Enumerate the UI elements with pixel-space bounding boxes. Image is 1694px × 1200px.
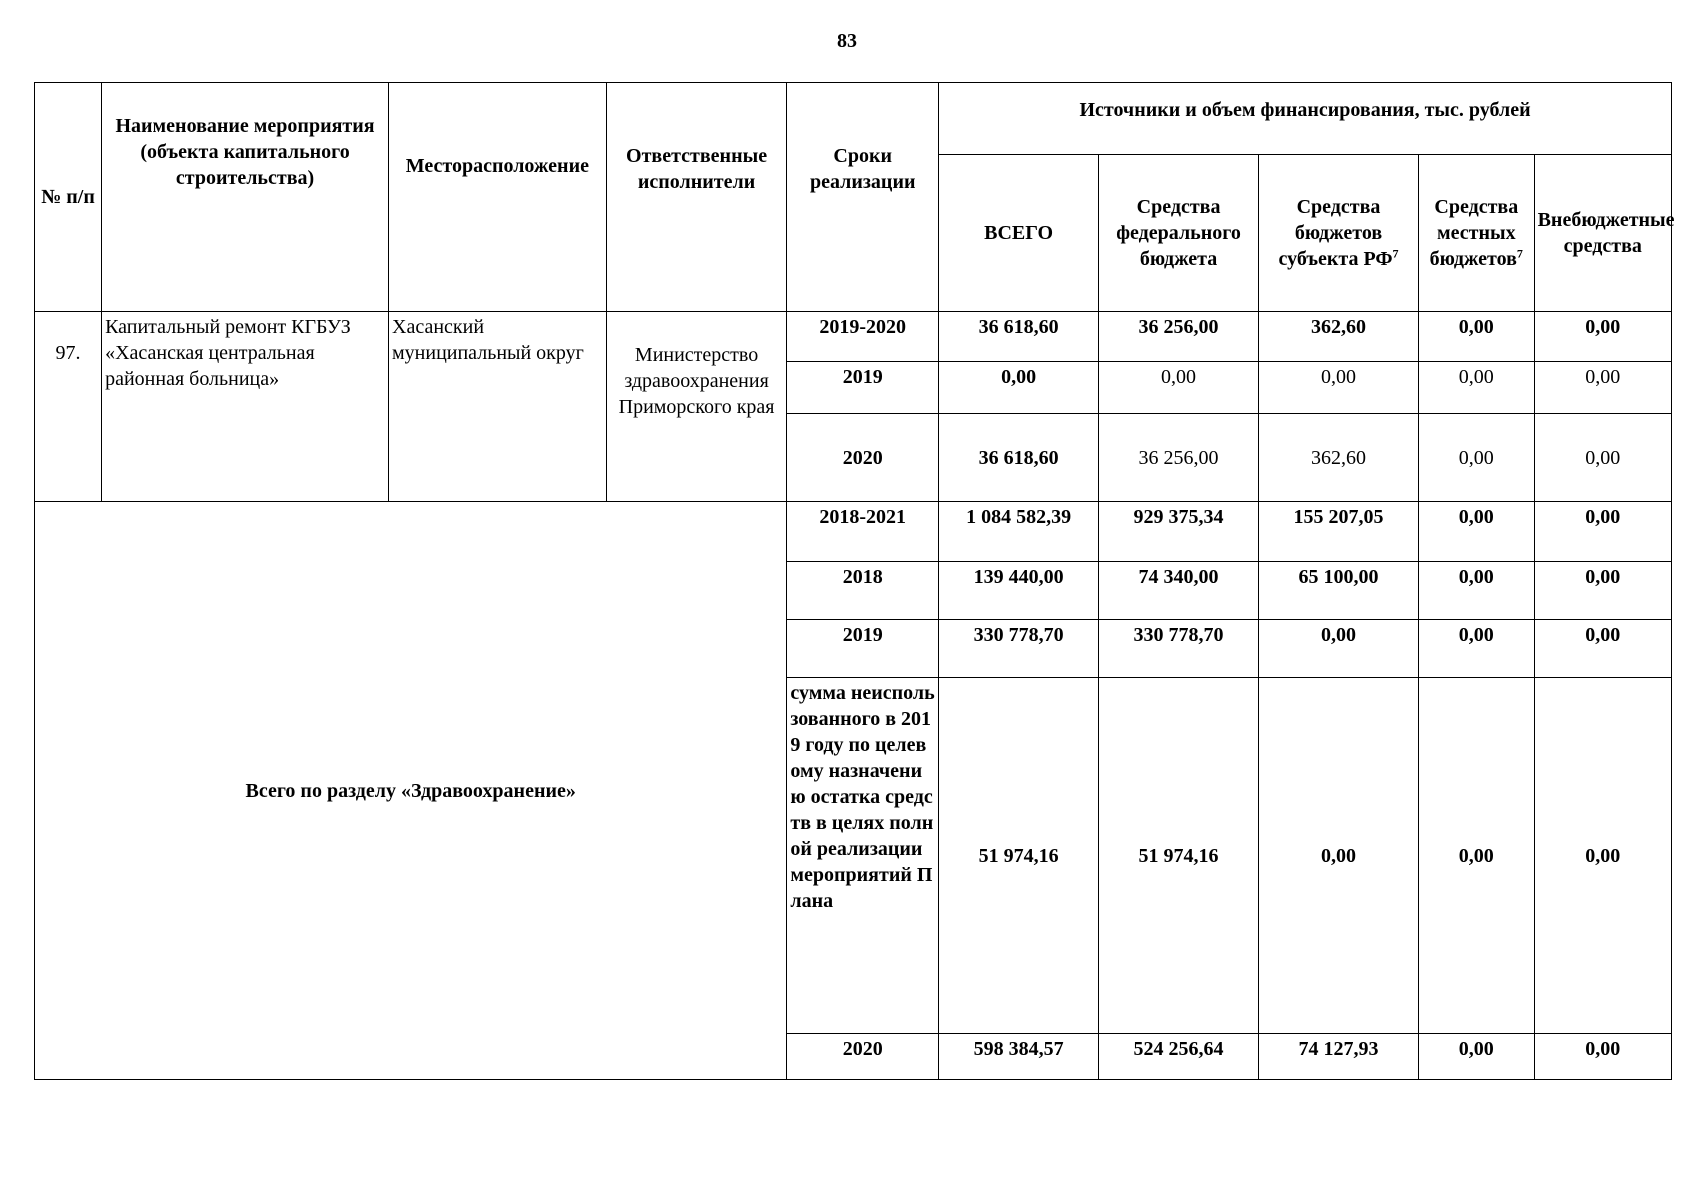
financing-table xyxy=(34,82,1675,1080)
local-cell: 0,00 xyxy=(1419,1034,1535,1080)
local-cell: 0,00 xyxy=(1419,502,1535,562)
extra-cell: 0,00 xyxy=(1534,362,1671,414)
extra-cell: 0,00 xyxy=(1534,502,1671,562)
period-cell: 2018-2021 xyxy=(787,502,939,562)
regional-cell: 362,60 xyxy=(1259,312,1419,362)
total-cell: 598 384,57 xyxy=(939,1034,1099,1080)
header-name: Наименование мероприятия (объекта капитального строительства) xyxy=(102,83,389,312)
regional-cell: 65 100,00 xyxy=(1259,562,1419,620)
header-executors: Ответственные исполнители xyxy=(606,83,787,312)
total-cell: 51 974,16 xyxy=(939,678,1099,1034)
header-location: Месторасположение xyxy=(389,83,607,312)
federal-cell: 929 375,34 xyxy=(1099,502,1259,562)
header-terms: Сроки реализации xyxy=(787,83,939,312)
local-cell: 0,00 xyxy=(1419,362,1535,414)
federal-cell: 51 974,16 xyxy=(1099,678,1259,1034)
period-cell: 2019 xyxy=(787,362,939,414)
item-name: Капитальный ремонт КГБУЗ «Хасанская центральная районная больница» xyxy=(102,312,389,502)
total-cell: 36 618,60 xyxy=(939,312,1099,362)
federal-cell: 36 256,00 xyxy=(1099,312,1259,362)
period-cell: 2019 xyxy=(787,620,939,678)
extra-cell: 0,00 xyxy=(1534,312,1671,362)
extra-cell: 0,00 xyxy=(1534,414,1671,502)
period-cell: 2020 xyxy=(787,414,939,502)
regional-cell: 74 127,93 xyxy=(1259,1034,1419,1080)
federal-cell: 74 340,00 xyxy=(1099,562,1259,620)
extra-cell: 0,00 xyxy=(1534,620,1671,678)
header-federal: Средства федерального бюджета xyxy=(1099,155,1259,312)
period-cell: 2018 xyxy=(787,562,939,620)
section-total-label: Всего по разделу «Здравоохранение» xyxy=(35,502,787,1080)
period-note-cell: сумма неиспользованного в 2019 году по целевому назначению остатка средств в целях полной реализации мероприятий Плана xyxy=(787,678,939,1034)
total-cell: 139 440,00 xyxy=(939,562,1099,620)
regional-cell: 362,60 xyxy=(1259,414,1419,502)
regional-cell: 0,00 xyxy=(1259,620,1419,678)
federal-cell: 524 256,64 xyxy=(1099,1034,1259,1080)
period-cell: 2019-2020 xyxy=(787,312,939,362)
header-num: № п/п xyxy=(35,83,102,312)
extra-cell: 0,00 xyxy=(1534,562,1671,620)
total-cell: 1 084 582,39 xyxy=(939,502,1099,562)
total-cell: 0,00 xyxy=(939,362,1099,414)
item-executor: Министерство здравоохранения Приморского края xyxy=(606,312,787,502)
extra-cell: 0,00 xyxy=(1534,678,1671,1034)
local-cell: 0,00 xyxy=(1419,414,1535,502)
local-cell: 0,00 xyxy=(1419,678,1535,1034)
header-sources-title: Источники и объем финансирования, тыс. рублей xyxy=(939,83,1672,155)
item-location: Хасанский муниципальный округ xyxy=(389,312,607,502)
federal-cell: 330 778,70 xyxy=(1099,620,1259,678)
regional-cell: 155 207,05 xyxy=(1259,502,1419,562)
local-cell: 0,00 xyxy=(1419,312,1535,362)
extra-cell: 0,00 xyxy=(1534,1034,1671,1080)
federal-cell: 36 256,00 xyxy=(1099,414,1259,502)
header-extra: Внебюджетные средства xyxy=(1534,155,1671,312)
local-cell: 0,00 xyxy=(1419,562,1535,620)
regional-cell: 0,00 xyxy=(1259,678,1419,1034)
header-local: Средства местных бюджетов$^7$ xyxy=(1419,155,1535,312)
item-num: 97. xyxy=(35,312,102,502)
table-row xyxy=(35,502,1672,562)
table-row xyxy=(35,312,1672,362)
regional-cell: 0,00 xyxy=(1259,362,1419,414)
header-total: ВСЕГО xyxy=(939,155,1099,312)
total-cell: 330 778,70 xyxy=(939,620,1099,678)
header-regional: Средства бюджетов субъекта $РФ^7$ xyxy=(1259,155,1419,312)
period-cell: 2020 xyxy=(787,1034,939,1080)
page-number: 83 xyxy=(837,30,857,52)
local-cell: 0,00 xyxy=(1419,620,1535,678)
federal-cell: 0,00 xyxy=(1099,362,1259,414)
total-cell: 36 618,60 xyxy=(939,414,1099,502)
